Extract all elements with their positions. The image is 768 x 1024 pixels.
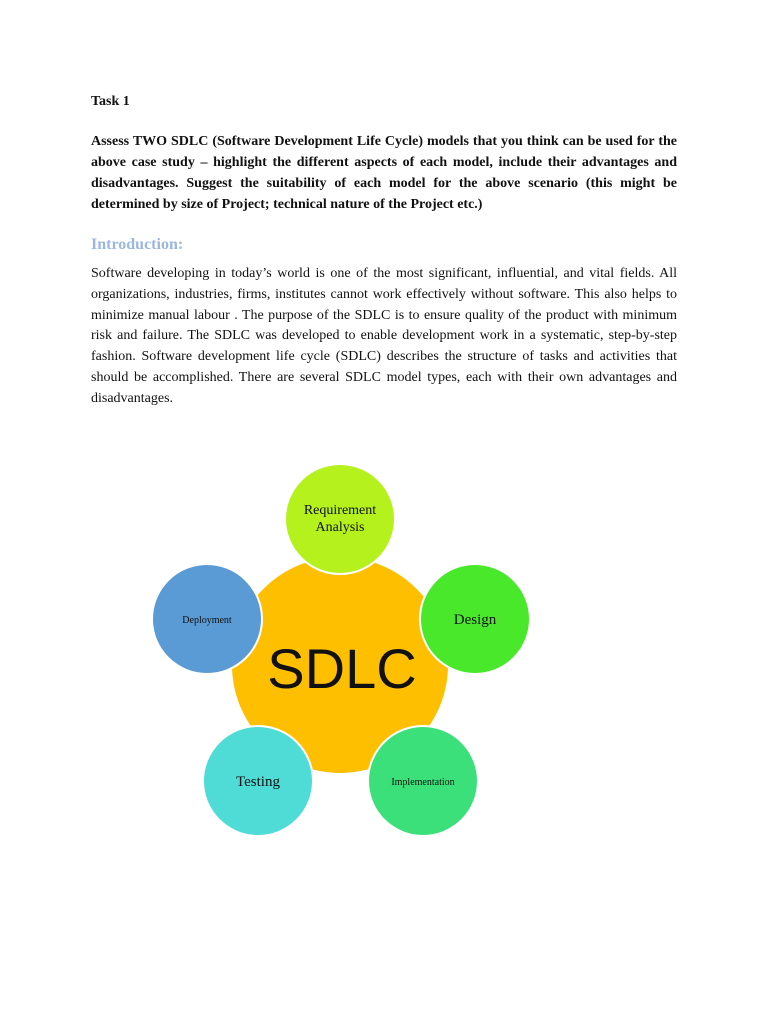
node-label-line1: Requirement: [303, 503, 377, 518]
sdlc-diagram: [0, 440, 768, 860]
center-label: SDLC: [267, 637, 417, 700]
node-deployment: [152, 564, 262, 674]
node-circle: [285, 464, 395, 574]
task-heading: Task 1: [91, 94, 130, 109]
node-design: [420, 564, 530, 674]
introduction-heading: Introduction:: [91, 236, 184, 253]
task-question: Assess TWO SDLC (Software Development Life Cycle) models that you think can be used for the above case study – highlight the different aspects of each model, include their advantages and disadvantages. Suggest the suitability of each model for the above scenario (this might be determined by size of Project; technical nature of the Project etc.): [91, 134, 677, 212]
node-label: Deployment: [182, 615, 232, 626]
introduction-body: Software developing in today’s world is one of the most significant, influential, and vital fields. All organizations, industries, firms, institutes cannot work effectively without software. This also helps to minimize manual labour . The purpose of the SDLC is to ensure quality of the product with minimum risk and failure. The SDLC was developed to enable development work in a systematic, step-by-step fashion. Software development life cycle (SDLC) describes the structure of tasks and activities that should be accomplished. There are several SDLC model types, each with their own advantages and disadvantages.: [91, 266, 677, 406]
node-label-line2: Analysis: [315, 520, 365, 535]
node-implementation: [368, 726, 478, 836]
node-label: Testing: [236, 774, 280, 790]
sdlc-diagram-svg: [0, 440, 768, 860]
node-requirement-analysis: [285, 464, 395, 574]
node-label: Design: [453, 612, 497, 628]
node-label: Implementation: [391, 777, 455, 788]
node-testing: [203, 726, 313, 836]
